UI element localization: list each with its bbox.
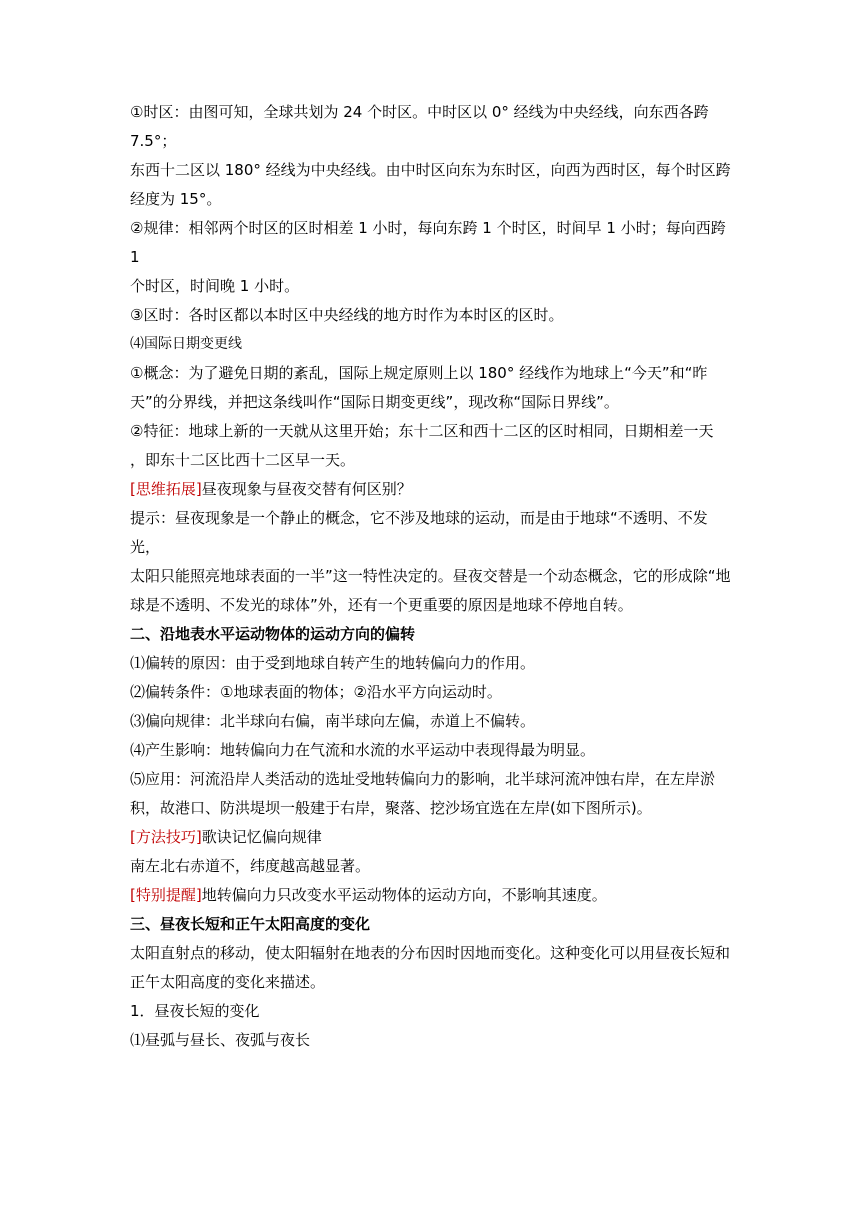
method-tip-text: 歌诀记忆偏向规律 (201, 828, 322, 846)
section-heading: 三、昼夜长短和正午太阳高度的变化 (130, 915, 371, 933)
paragraph: ②规律：相邻两个时区的区时相差 1 小时，每向东跨 1 个时区，时间早 1 小时；每向西跨 1 (130, 219, 726, 266)
document-body (130, 98, 732, 1055)
paragraph: 太阳直射点的移动，使太阳辐射在地表的分布因时因地而变化。这种变化可以用昼夜长短和 (130, 944, 731, 962)
paragraph: 积，故港口、防洪堤坝一般建于右岸，聚落、挖沙场宜选在左岸(如下图所示)。 (130, 799, 652, 817)
paragraph: ②特征：地球上新的一天就从这里开始；东十二区和西十二区的区时相同，日期相差一天 (130, 422, 714, 440)
list-item: ⑷产生影响：地转偏向力在气流和水流的水平运动中表现得最为明显。 (130, 741, 596, 759)
paragraph: 天”的分界线，并把这条线叫作“国际日期变更线”，现改称“国际日界线”。 (130, 393, 619, 411)
think-expand-tag: [思维拓展] (130, 480, 202, 498)
paragraph: 东西十二区以 180° 经线为中央经线。由中时区向东为东时区，向西为西时区，每个时区跨 (130, 161, 731, 179)
paragraph: 南左北右赤道不，纬度越高越显著。 (130, 857, 371, 875)
subheading: ⑷国际日期变更线 (130, 336, 242, 352)
section-heading: 二、沿地表水平运动物体的运动方向的偏转 (130, 625, 416, 643)
list-item: ⑵偏转条件：①地球表面的物体；②沿水平方向运动时。 (130, 683, 502, 701)
paragraph: ①概念：为了避免日期的紊乱，国际上规定原则上以 180° 经线作为地球上“今天”和“昨 (130, 364, 708, 382)
think-expand-question: 昼夜现象与昼夜交替有何区别？ (201, 480, 412, 498)
method-tip-line (130, 823, 732, 852)
list-item: ⑴偏转的原因：由于受到地球自转产生的地转偏向力的作用。 (130, 654, 536, 672)
paragraph: 经度为 15°。 (130, 190, 222, 208)
special-note-text: 地转偏向力只改变水平运动物体的运动方向，不影响其速度。 (201, 886, 607, 904)
method-tip-tag: [方法技巧] (130, 828, 202, 846)
paragraph: ③区时：各时区都以本时区中央经线的地方时作为本时区的区时。 (130, 306, 564, 324)
list-item: ⑶偏向规律：北半球向右偏，南半球向左偏，赤道上不偏转。 (130, 712, 536, 730)
list-item: ⑸应用：河流沿岸人类活动的选址受地转偏向力的影响，北半球河流冲蚀右岸，在左岸淤 (130, 770, 716, 788)
subheading: ⑴昼弧与昼长、夜弧与夜长 (130, 1031, 311, 1049)
paragraph: 正午太阳高度的变化来描述。 (130, 973, 326, 991)
paragraph: 球是不透明、不发光的球体”外，还有一个更重要的原因是地球不停地自转。 (130, 596, 633, 614)
special-note-line (130, 881, 732, 910)
think-expand-line (130, 475, 732, 504)
paragraph: 太阳只能照亮地球表面的一半”这一特性决定的。昼夜交替是一个动态概念，它的形成除“地 (130, 567, 731, 585)
paragraph: ，即东十二区比西十二区早一天。 (130, 451, 356, 469)
special-note-tag: [特别提醒] (130, 886, 202, 904)
paragraph: 提示：昼夜现象是一个静止的概念，它不涉及地球的运动，而是由于地球“不透明、不发光， (130, 509, 708, 556)
paragraph: 个时区，时间晚 1 小时。 (130, 277, 300, 295)
paragraph: ①时区：由图可知，全球共划为 24 个时区。中时区以 0° 经线为中央经线，向东西各跨 7.5°； (130, 103, 709, 150)
subheading: 1．昼夜长短的变化 (130, 1002, 260, 1020)
